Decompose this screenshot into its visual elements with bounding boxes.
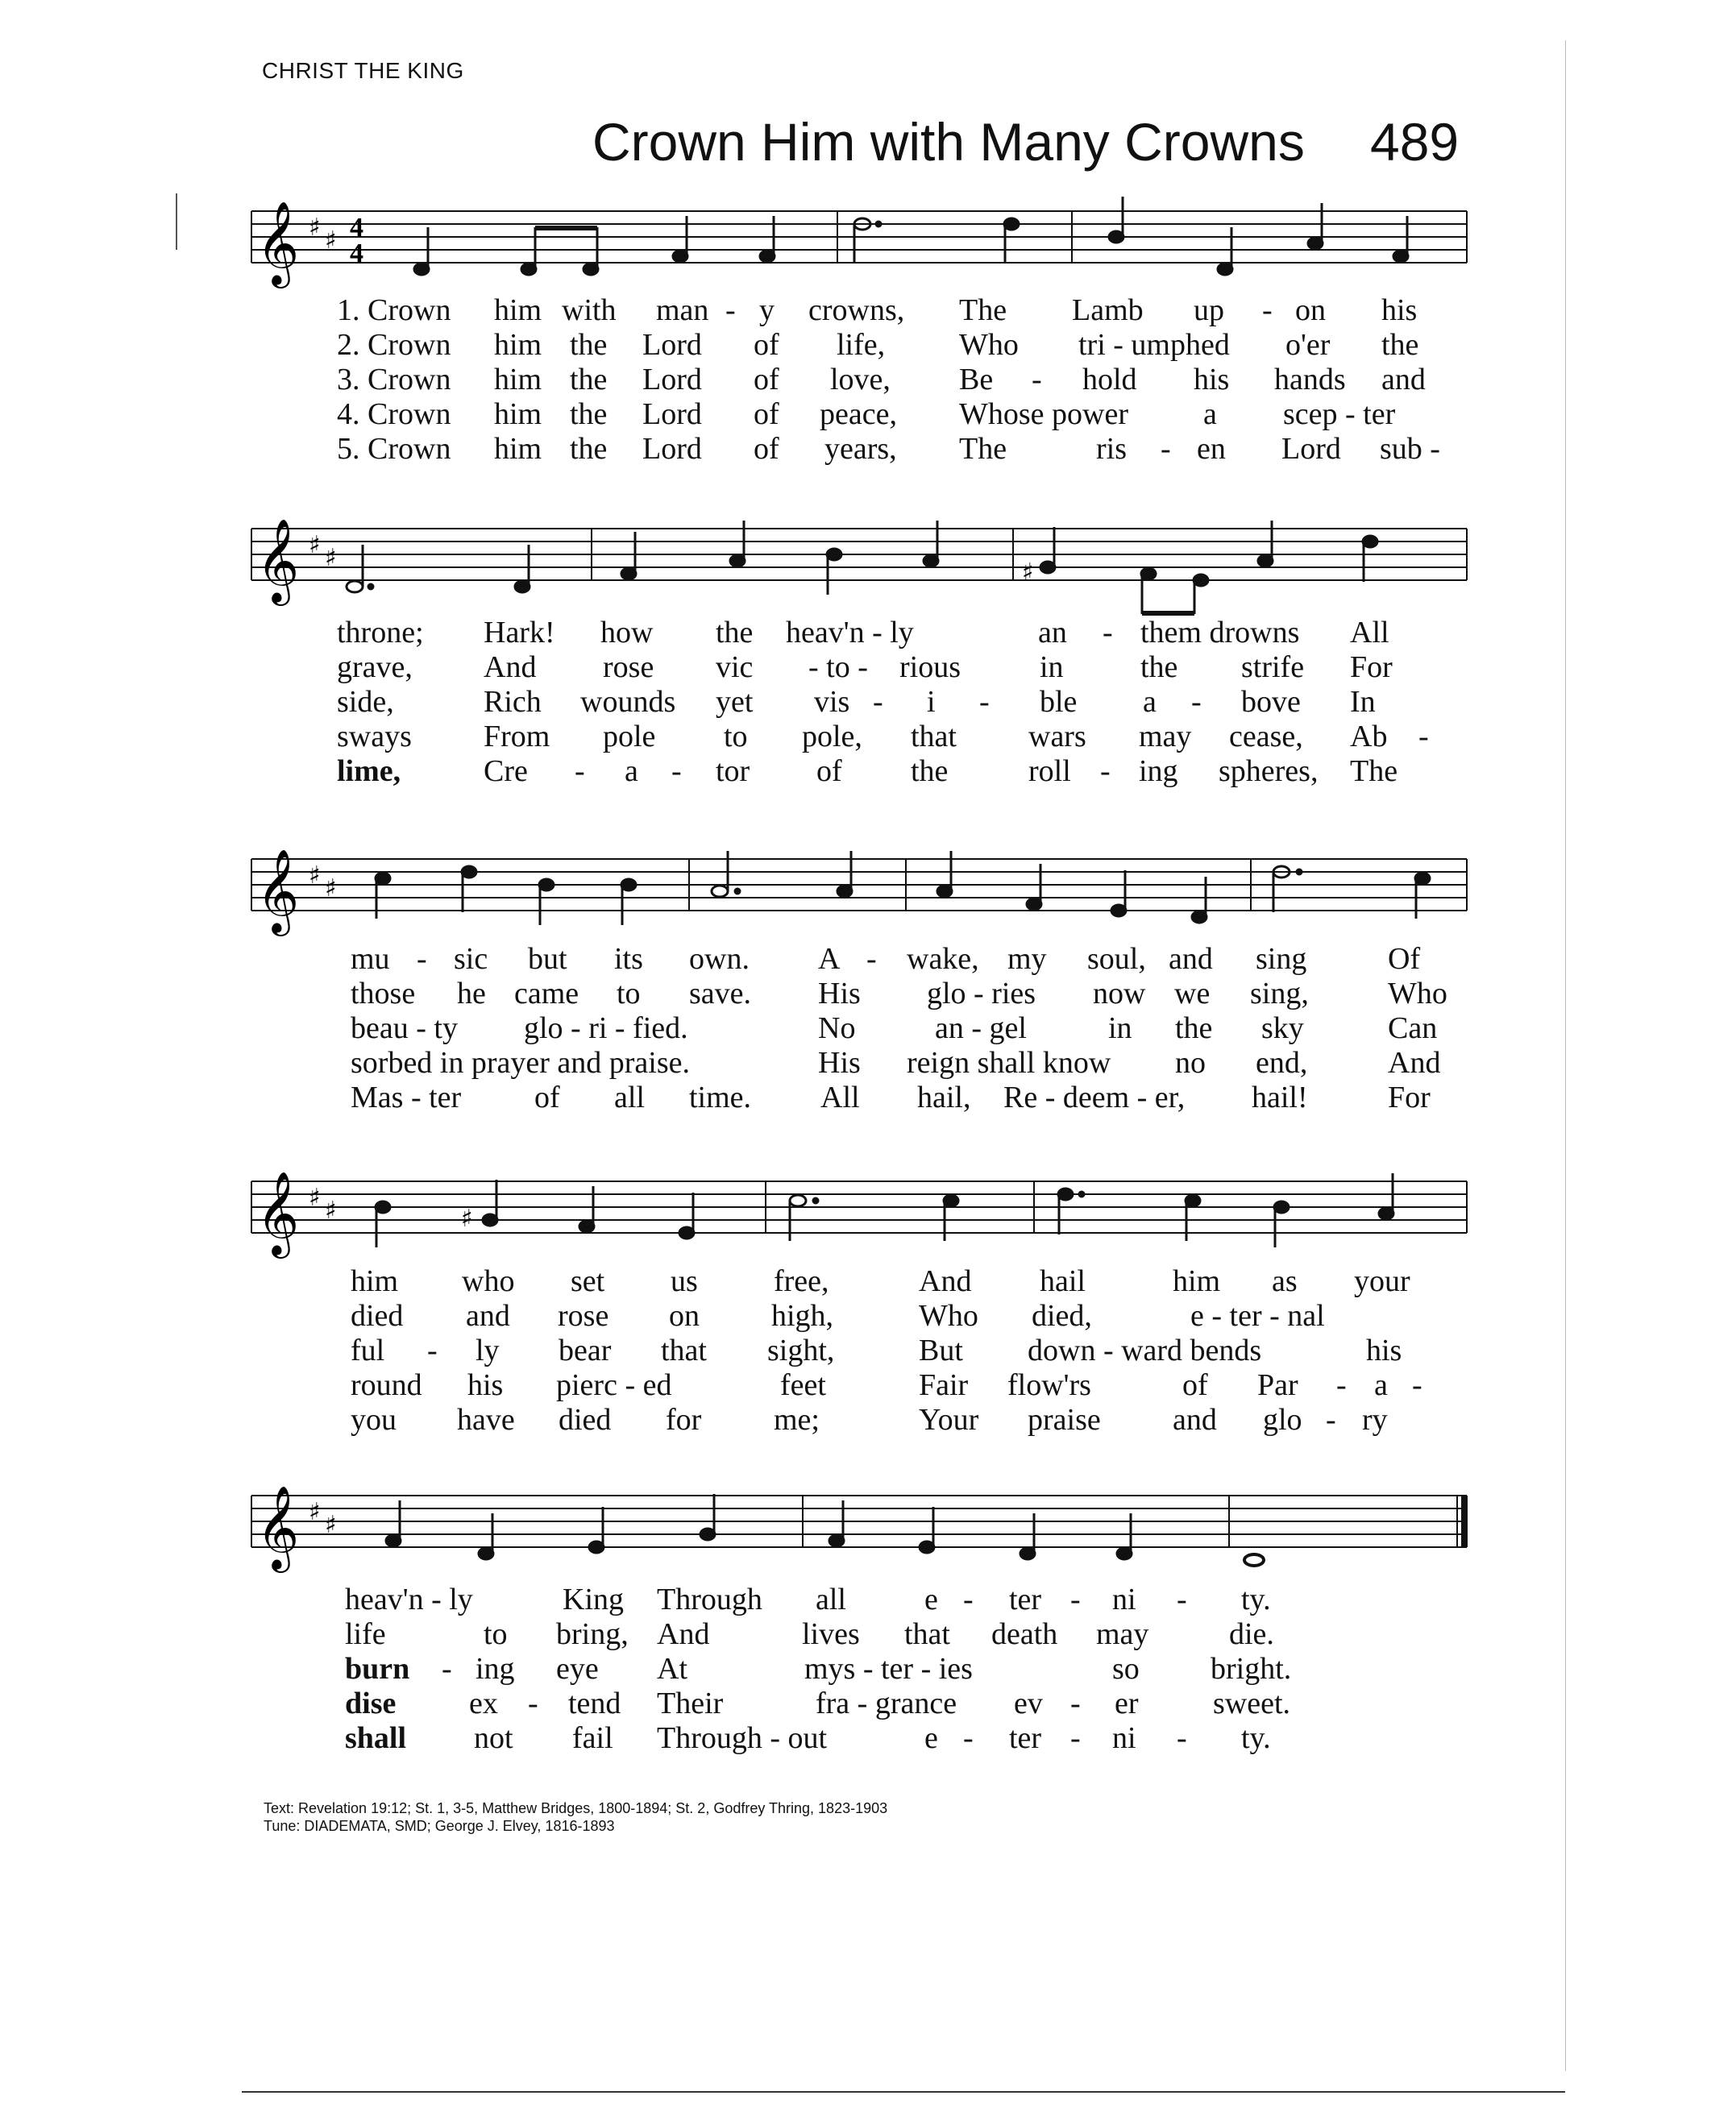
lyric-syllable: glo - ries [927, 977, 1036, 1010]
lyric-syllable: him [494, 363, 542, 396]
lyric-syllable: - [1418, 720, 1429, 753]
lyric-syllable: heav'n - ly [345, 1583, 473, 1616]
lyric-syllable: - [1032, 363, 1042, 396]
staff-system-3 [0, 838, 1736, 943]
lyric-syllable: His [818, 1046, 861, 1080]
lyric-syllable: e [924, 1583, 938, 1616]
lyric-syllable: ing [476, 1652, 515, 1686]
lyric-syllable: wounds [580, 685, 676, 719]
lyric-syllable: tor [716, 754, 750, 788]
lyric-syllable: All [1350, 616, 1389, 649]
lyric-syllable: ni [1112, 1721, 1136, 1755]
lyric-syllable: sub - [1380, 432, 1440, 466]
svg-text:♯: ♯ [461, 1205, 473, 1233]
lyric-syllable: heav'n - ly [786, 616, 914, 649]
lyric-syllable: him [494, 328, 542, 362]
lyric-syllable: pole [603, 720, 656, 753]
lyric-syllable: to [617, 977, 641, 1010]
lyric-syllable: ty. [1241, 1721, 1271, 1755]
lyric-syllable: Hark! [484, 616, 555, 649]
lyric-syllable: the [1140, 650, 1178, 684]
lyric-syllable: for [666, 1403, 702, 1437]
lyric-syllable: to [484, 1617, 508, 1651]
svg-text:♯: ♯ [325, 544, 337, 572]
lyric-syllable: with [562, 293, 617, 327]
lyric-syllable: sweet. [1213, 1687, 1291, 1720]
lyric-syllable: ni [1112, 1583, 1136, 1616]
lyric-syllable: and [1169, 942, 1213, 976]
lyric-syllable: burn [345, 1652, 410, 1686]
lyric-syllable: on [669, 1299, 700, 1333]
lyric-syllable: death [991, 1617, 1058, 1651]
lyric-syllable: Re - deem - er, [1003, 1081, 1186, 1114]
lyric-syllable: life, [837, 328, 886, 362]
lyric-syllable: wake, [907, 942, 979, 976]
lyric-syllable: - [1161, 432, 1171, 466]
svg-text:4: 4 [350, 239, 363, 268]
lyric-syllable: bring, [556, 1617, 629, 1651]
lyric-syllable: The [959, 293, 1007, 327]
lyric-syllable: - [873, 685, 883, 719]
lyric-syllable: of [754, 397, 779, 431]
lyric-syllable: o'er [1285, 328, 1331, 362]
lyric-syllable: pierc - ed [556, 1368, 672, 1402]
lyric-syllable: love, [830, 363, 891, 396]
lyric-syllable: the [716, 616, 754, 649]
lyric-syllable: so [1112, 1652, 1140, 1686]
lyric-syllable: and [1173, 1403, 1217, 1437]
lyric-syllable: - [1177, 1721, 1187, 1755]
lyric-syllable: the [570, 432, 608, 466]
hymn-title: Crown Him with Many Crowns [592, 112, 1305, 172]
lyric-syllable: we [1174, 977, 1211, 1010]
lyric-syllable: Whose power [959, 397, 1128, 431]
lyric-syllable: - [1070, 1721, 1081, 1755]
lyric-syllable: spheres, [1219, 754, 1319, 788]
lyric-syllable: - [979, 685, 990, 719]
lyric-syllable: But [919, 1334, 963, 1367]
lyric-syllable: i [927, 685, 936, 719]
lyric-syllable: - [575, 754, 585, 788]
lyric-syllable: Be [959, 363, 994, 396]
lyric-syllable: side, [337, 685, 394, 719]
lyric-syllable: and [466, 1299, 510, 1333]
lyric-syllable: and [1381, 363, 1426, 396]
lyric-syllable: set [571, 1264, 605, 1298]
lyric-syllable: 5. Crown [337, 432, 451, 466]
lyric-syllable: ly [476, 1334, 500, 1367]
lyric-syllable: my [1007, 942, 1047, 976]
lyric-syllable: A [818, 942, 841, 976]
lyric-syllable: him [351, 1264, 399, 1298]
lyric-syllable: 3. Crown [337, 363, 451, 396]
staff-system-4 [0, 1160, 1736, 1265]
lyric-syllable: life [345, 1617, 386, 1651]
lyric-syllable: ble [1040, 685, 1078, 719]
lyric-syllable: Rich [484, 685, 542, 719]
lyric-syllable: a [1374, 1368, 1388, 1402]
lyric-syllable: your [1354, 1264, 1410, 1298]
lyric-syllable: died [351, 1299, 404, 1333]
lyric-syllable: hail! [1252, 1081, 1308, 1114]
lyric-syllable: how [600, 616, 654, 649]
lyric-syllable: an - gel [935, 1011, 1027, 1045]
lyric-syllable: - [866, 942, 877, 976]
lyric-syllable: - [1070, 1583, 1081, 1616]
lyric-syllable: dise [345, 1687, 397, 1720]
lyric-syllable: y [759, 293, 775, 327]
lyric-syllable: hands [1274, 363, 1346, 396]
lyric-syllable: roll [1028, 754, 1071, 788]
lyric-syllable: own. [689, 942, 750, 976]
lyric-syllable: Ab [1350, 720, 1388, 753]
lyric-syllable: soul, [1087, 942, 1146, 976]
lyric-syllable: And [657, 1617, 710, 1651]
music-staff-5 [0, 1475, 1736, 1579]
lyric-syllable: hail [1040, 1264, 1086, 1298]
lyric-syllable: a [1143, 685, 1157, 719]
lyric-syllable: bear [559, 1334, 612, 1367]
lyric-syllable: a [1203, 397, 1217, 431]
lyric-syllable: have [457, 1403, 515, 1437]
lyric-syllable: 1. Crown [337, 293, 451, 327]
lyric-syllable: man [656, 293, 709, 327]
lyric-syllable: - [427, 1334, 438, 1367]
lyric-syllable: shall [345, 1721, 407, 1755]
credits [264, 1799, 887, 1835]
lyric-syllable: - [725, 293, 736, 327]
lyric-syllable: - [1412, 1368, 1422, 1402]
lyric-syllable: For [1350, 650, 1393, 684]
lyric-syllable: of [816, 754, 842, 788]
lyric-syllable: And [919, 1264, 972, 1298]
lyric-syllable: came [514, 977, 579, 1010]
page-edge-line [1565, 40, 1566, 2071]
lyric-syllable: on [1295, 293, 1326, 327]
lyric-syllable: - [417, 942, 427, 976]
lyric-syllable: the [1175, 1011, 1213, 1045]
lyric-syllable: flow'rs [1007, 1368, 1091, 1402]
lyric-syllable: of [1182, 1368, 1208, 1402]
lyric-syllable: mys - ter - ies [804, 1652, 973, 1686]
lyric-syllable: lime, [337, 754, 401, 788]
lyric-syllable: Who [919, 1299, 978, 1333]
lyric-syllable: tri - umphed [1078, 328, 1230, 362]
svg-text:𝄞: 𝄞 [256, 201, 300, 285]
lyric-syllable: ev [1014, 1687, 1043, 1720]
tune-credit: Tune: DIADEMATA, SMD; George J. Elvey, 1816-1893 [264, 1818, 615, 1834]
svg-text:♯: ♯ [1022, 558, 1034, 587]
lyric-syllable: ris [1096, 432, 1127, 466]
text-credit: Text: Revelation 19:12; St. 1, 3-5, Matthew Bridges, 1800-1894; St. 2, Godfrey Thring, 1823-1903 [264, 1800, 888, 1816]
lyric-syllable: The [959, 432, 1007, 466]
final-barline [1461, 1496, 1468, 1547]
lyric-syllable: peace, [820, 397, 897, 431]
svg-text:♯: ♯ [325, 874, 337, 903]
lyric-syllable: his [1381, 293, 1418, 327]
lyric-syllable: you [351, 1403, 397, 1437]
lyric-syllable: fail [572, 1721, 613, 1755]
lyric-syllable: of [534, 1081, 560, 1114]
lyric-syllable: sic [454, 942, 488, 976]
svg-text:𝄞: 𝄞 [256, 849, 300, 933]
lyric-syllable: all [614, 1081, 645, 1114]
lyric-syllable: us [671, 1264, 698, 1298]
music-staff-2 [0, 508, 1736, 620]
lyric-syllable: yet [716, 685, 754, 719]
lyric-syllable: ty. [1241, 1583, 1271, 1616]
lyric-syllable: sing, [1250, 977, 1309, 1010]
music-staff-4 [0, 1160, 1736, 1265]
lyric-syllable: His [818, 977, 861, 1010]
lyric-syllable: King [563, 1583, 624, 1616]
lyric-syllable: strife [1241, 650, 1305, 684]
lyric-syllable: - [1326, 1403, 1336, 1437]
lyric-syllable: that [911, 720, 957, 753]
svg-text:♯: ♯ [309, 1498, 321, 1526]
lyric-syllable: glo - ri - fied. [524, 1011, 688, 1045]
lyric-syllable: of [754, 328, 779, 362]
lyric-syllable: bright. [1211, 1652, 1292, 1686]
section-label: CHRIST THE KING [262, 58, 464, 83]
page-bottom-edge [242, 2091, 1565, 2093]
lyric-syllable: its [614, 942, 643, 976]
svg-text:𝄞: 𝄞 [256, 518, 300, 603]
lyric-syllable: sorbed in prayer and praise. [351, 1046, 691, 1080]
lyric-syllable: tend [568, 1687, 621, 1720]
lyric-syllable: him [494, 397, 542, 431]
lyric-syllable: hold [1082, 363, 1137, 396]
lyric-syllable: For [1388, 1081, 1431, 1114]
lyric-syllable: Of [1388, 942, 1421, 976]
lyric-syllable: Lord [642, 328, 702, 362]
lyric-syllable: that [904, 1617, 950, 1651]
lyric-syllable: sways [337, 720, 412, 753]
lyric-syllable: - [1100, 754, 1111, 788]
lyric-syllable: years, [824, 432, 897, 466]
lyric-syllable: his [1366, 1334, 1402, 1367]
svg-text:4: 4 [350, 213, 363, 243]
lyric-syllable: free, [774, 1264, 829, 1298]
lyric-syllable: rose [603, 650, 654, 684]
lyric-syllable: And [1388, 1046, 1441, 1080]
lyric-syllable: From [484, 720, 550, 753]
lyric-syllable: Through - out [657, 1721, 828, 1755]
lyric-syllable: At [657, 1652, 687, 1686]
lyric-syllable: mu [351, 942, 390, 976]
lyric-syllable: - [1177, 1583, 1187, 1616]
lyric-syllable: - [528, 1687, 538, 1720]
lyric-syllable: lives [802, 1617, 860, 1651]
lyric-syllable: his [467, 1368, 504, 1402]
lyric-syllable: - [1070, 1687, 1081, 1720]
lyric-syllable: Your [919, 1403, 979, 1437]
lyric-syllable: him [494, 293, 542, 327]
music-staff-1 [0, 193, 1736, 298]
svg-text:𝄞: 𝄞 [256, 1171, 300, 1255]
svg-text:♯: ♯ [325, 226, 337, 255]
lyric-syllable: he [457, 977, 486, 1010]
lyric-syllable: Their [657, 1687, 724, 1720]
staff-system-5 [0, 1475, 1736, 1579]
lyric-syllable: those [351, 977, 416, 1010]
lyric-syllable: his [1194, 363, 1230, 396]
lyric-syllable: ter [1009, 1721, 1042, 1755]
lyric-syllable: as [1272, 1264, 1298, 1298]
lyric-syllable: in [1108, 1011, 1132, 1045]
hymn-number: 489 [1370, 112, 1460, 172]
lyric-syllable: in [1040, 650, 1064, 684]
lyric-syllable: sing [1256, 942, 1307, 976]
lyric-syllable: bove [1241, 685, 1301, 719]
lyric-syllable: the [570, 397, 608, 431]
lyric-syllable: Lamb [1072, 293, 1144, 327]
lyric-syllable: the [1381, 328, 1419, 362]
lyric-syllable: er [1115, 1687, 1139, 1720]
lyric-syllable: not [474, 1721, 513, 1755]
lyric-syllable: end, [1256, 1046, 1308, 1080]
staff-system-2 [0, 508, 1736, 620]
lyric-syllable: eye [556, 1652, 599, 1686]
lyric-syllable: Lord [1281, 432, 1341, 466]
lyric-syllable: ry [1362, 1403, 1388, 1437]
lyric-syllable: ex [469, 1687, 498, 1720]
lyric-syllable: wars [1028, 720, 1086, 753]
lyric-syllable: hail, [917, 1081, 971, 1114]
lyric-syllable: In [1350, 685, 1376, 719]
lyric-syllable: 2. Crown [337, 328, 451, 362]
lyric-syllable: him [1173, 1264, 1221, 1298]
lyric-syllable: fra - grance [816, 1687, 957, 1720]
lyric-syllable: save. [689, 977, 752, 1010]
lyric-syllable: ing [1139, 754, 1178, 788]
svg-text:♯: ♯ [309, 531, 321, 559]
lyric-syllable: die. [1229, 1617, 1274, 1651]
lyric-syllable: may [1139, 720, 1192, 753]
lyric-syllable: ful [351, 1334, 385, 1367]
lyric-syllable: scep - ter [1283, 397, 1396, 431]
lyric-syllable: a [625, 754, 638, 788]
lyric-syllable: beau - ty [351, 1011, 458, 1045]
lyric-syllable: Lord [642, 363, 702, 396]
lyric-syllable: - [1103, 616, 1113, 649]
lyric-syllable: the [911, 754, 949, 788]
lyric-syllable: e [924, 1721, 938, 1755]
lyric-syllable: - [1191, 685, 1202, 719]
lyric-syllable: glo [1263, 1403, 1302, 1437]
lyric-syllable: Mas - ter [351, 1081, 462, 1114]
lyric-syllable: throne; [337, 616, 424, 649]
lyric-syllable: And [484, 650, 537, 684]
lyric-syllable: Fair [919, 1368, 969, 1402]
lyric-syllable: grave, [337, 650, 413, 684]
lyric-syllable: - [442, 1652, 452, 1686]
lyric-syllable: - to - [808, 650, 868, 684]
lyric-syllable: - [963, 1583, 974, 1616]
lyric-syllable: reign shall know [907, 1046, 1111, 1080]
lyric-syllable: now [1093, 977, 1146, 1010]
lyric-syllable: Who [1388, 977, 1447, 1010]
svg-text:♯: ♯ [309, 214, 321, 242]
lyric-syllable: of [754, 363, 779, 396]
lyric-syllable: cease, [1229, 720, 1303, 753]
lyric-syllable: time. [689, 1081, 752, 1114]
lyric-syllable: crowns, [808, 293, 905, 327]
lyric-syllable: en [1197, 432, 1226, 466]
lyric-syllable: - [963, 1721, 974, 1755]
lyric-syllable: Through [657, 1583, 762, 1616]
lyric-syllable: sky [1261, 1011, 1304, 1045]
svg-text:𝄞: 𝄞 [256, 1485, 300, 1570]
lyric-syllable: high, [771, 1299, 834, 1333]
lyric-syllable: them drowns [1140, 616, 1300, 649]
lyric-syllable: All [820, 1081, 860, 1114]
lyric-syllable: sight, [767, 1334, 835, 1367]
lyric-syllable: Lord [642, 397, 702, 431]
lyric-syllable: to [724, 720, 748, 753]
lyric-syllable: died, [1032, 1299, 1092, 1333]
lyric-syllable: but [528, 942, 567, 976]
svg-text:♯: ♯ [325, 1197, 337, 1225]
lyric-syllable: Par [1257, 1368, 1298, 1402]
lyric-syllable: feet [780, 1368, 826, 1402]
lyric-syllable: 4. Crown [337, 397, 451, 431]
lyric-syllable: rose [558, 1299, 609, 1333]
lyric-syllable: No [818, 1011, 856, 1045]
lyric-syllable: no [1175, 1046, 1206, 1080]
lyric-syllable: died [559, 1403, 612, 1437]
lyric-syllable: the [570, 328, 608, 362]
music-staff-3 [0, 838, 1736, 943]
lyric-syllable: Cre [484, 754, 528, 788]
lyric-syllable: e - ter - nal [1190, 1299, 1325, 1333]
lyric-syllable: ter [1009, 1583, 1042, 1616]
lyric-syllable: up [1194, 293, 1224, 327]
lyric-syllable: pole, [802, 720, 862, 753]
lyric-syllable: me; [774, 1403, 820, 1437]
lyric-syllable: praise [1028, 1403, 1101, 1437]
lyric-syllable: - [1262, 293, 1273, 327]
lyric-syllable: Can [1388, 1011, 1438, 1045]
lyric-syllable: - [1336, 1368, 1347, 1402]
svg-text:♯: ♯ [309, 861, 321, 890]
lyric-syllable: that [661, 1334, 707, 1367]
svg-text:♯: ♯ [325, 1511, 337, 1539]
staff-system-1 [0, 193, 1736, 298]
lyric-syllable: him [494, 432, 542, 466]
lyric-syllable: - [671, 754, 682, 788]
lyric-syllable: Who [959, 328, 1019, 362]
lyric-syllable: vic [716, 650, 754, 684]
lyric-syllable: of [754, 432, 779, 466]
lyric-syllable: rious [899, 650, 961, 684]
lyric-syllable: all [816, 1583, 846, 1616]
lyric-syllable: down - ward bends [1028, 1334, 1262, 1367]
lyric-syllable: may [1096, 1617, 1149, 1651]
lyric-syllable: who [462, 1264, 515, 1298]
lyric-syllable: vis [814, 685, 850, 719]
lyric-syllable: round [351, 1368, 422, 1402]
lyric-syllable: The [1350, 754, 1398, 788]
svg-text:♯: ♯ [309, 1184, 321, 1212]
lyric-syllable: Lord [642, 432, 702, 466]
lyric-syllable: an [1038, 616, 1067, 649]
lyric-syllable: the [570, 363, 608, 396]
